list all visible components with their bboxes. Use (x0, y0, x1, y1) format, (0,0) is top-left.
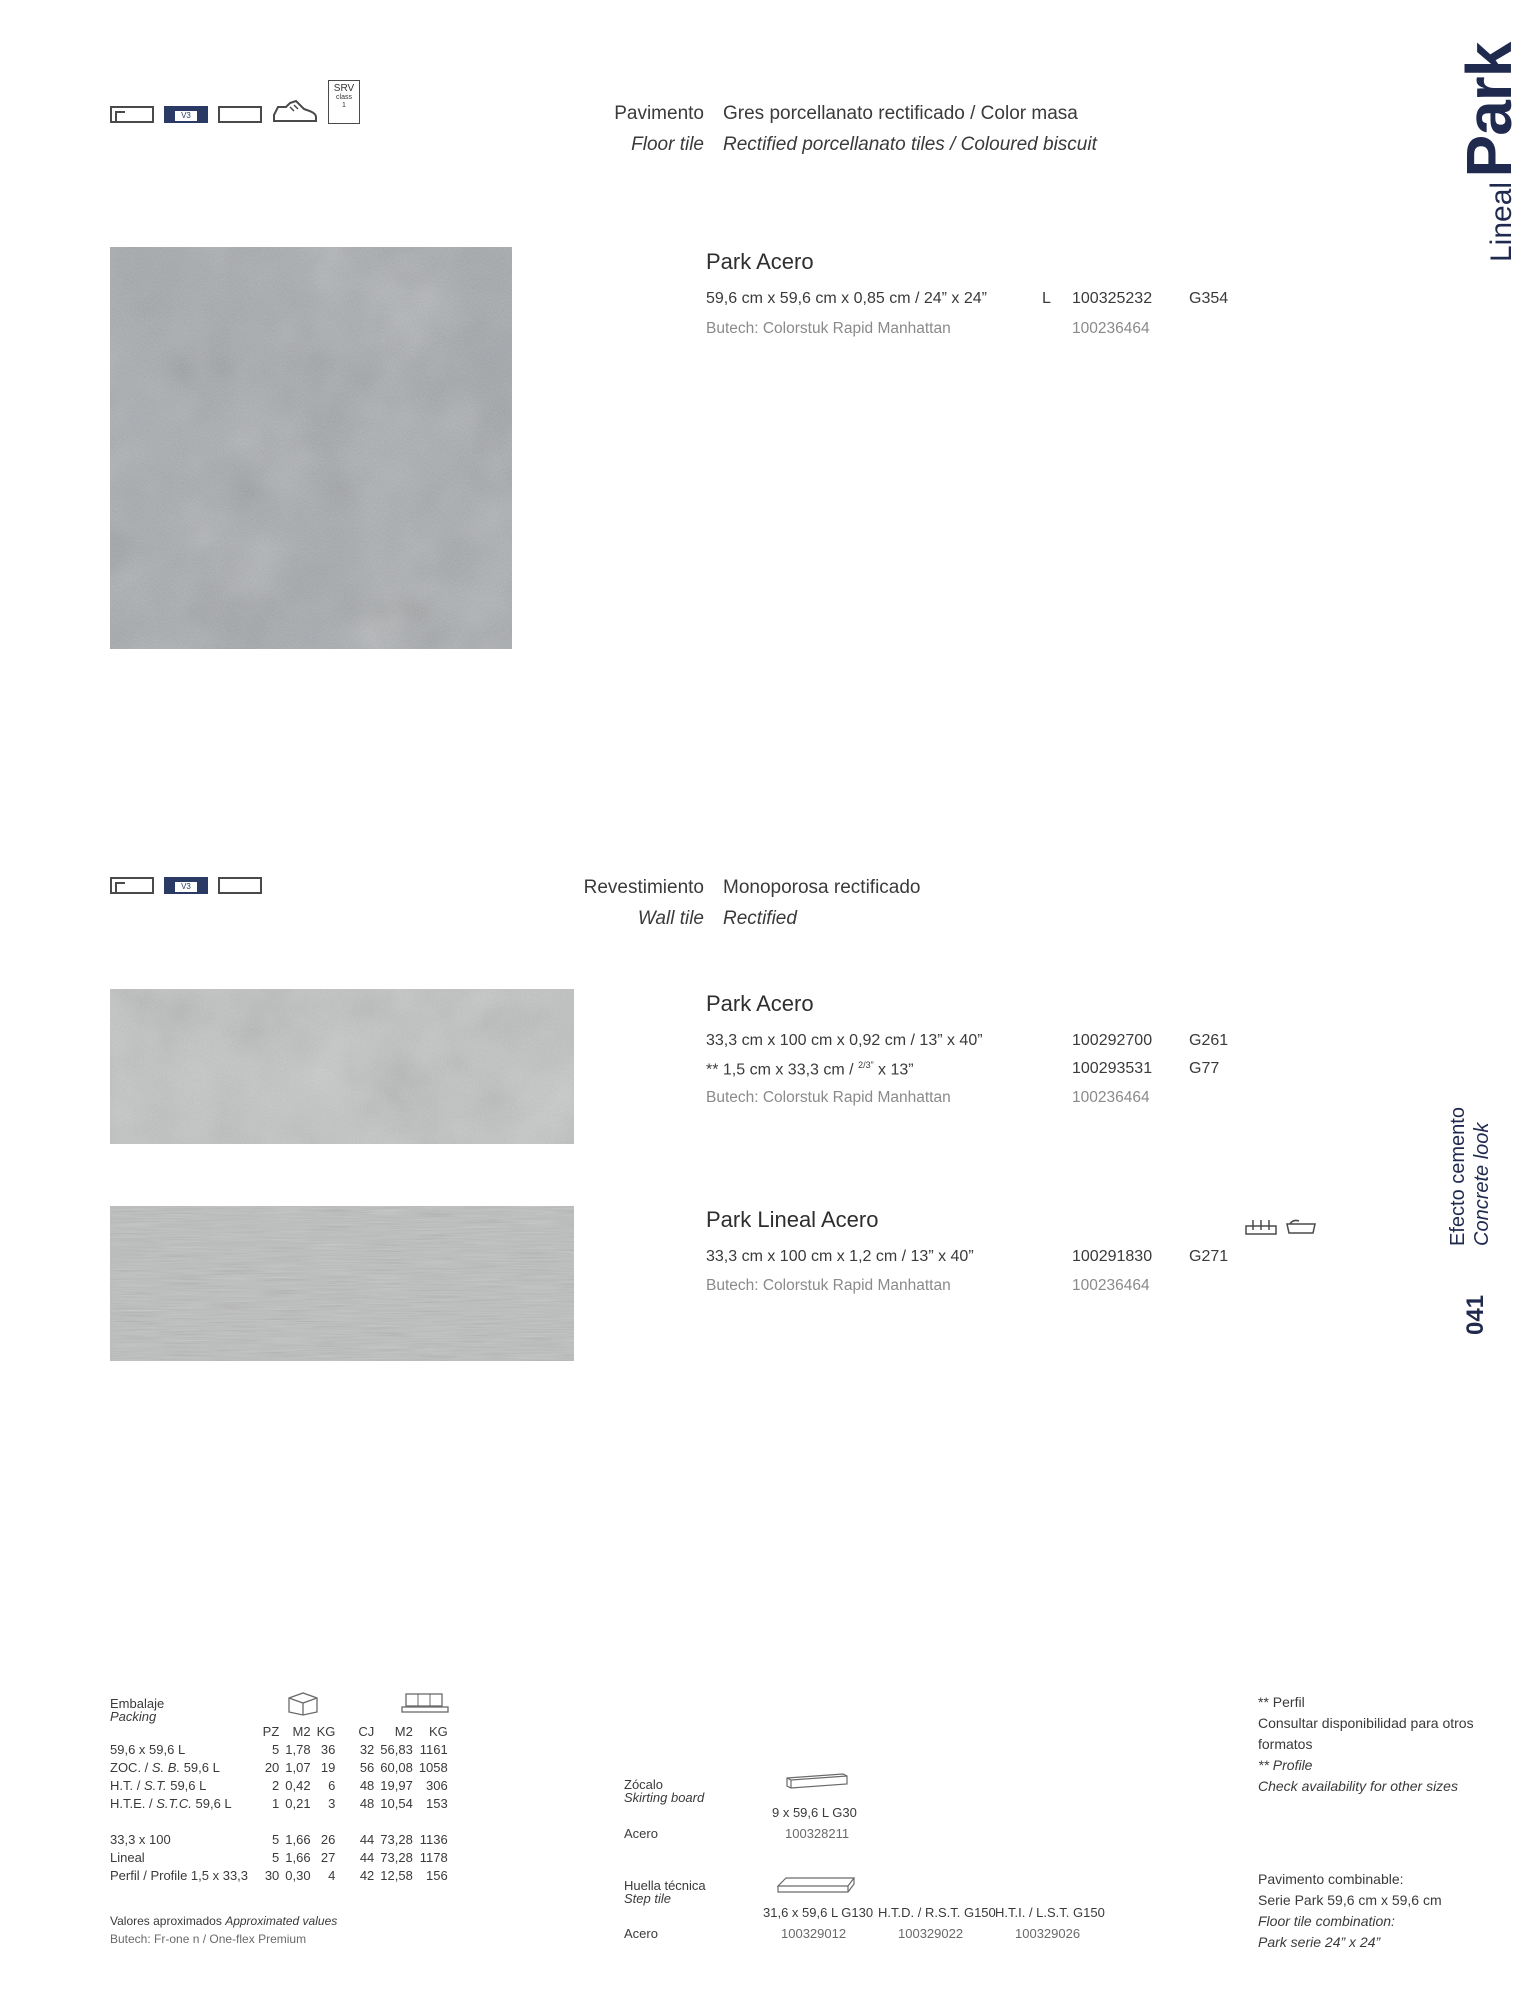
profile-text: Check availability for other sizes (1258, 1778, 1458, 1794)
floor-product-code: 100325232 (1072, 290, 1153, 307)
combinable-serie: Serie Park 59,6 cm x 59,6 cm (1258, 1892, 1442, 1908)
zocalo-title: Zócalo (624, 1777, 664, 1792)
pallet-icon (400, 1690, 450, 1716)
srv-line-1: SRV (333, 83, 355, 94)
floor-tile-image (110, 247, 512, 649)
category-label (1446, 1107, 1494, 1246)
zocalo-code: 100328211 (785, 1826, 850, 1841)
col-m2-pallet: M2 (394, 1723, 413, 1739)
cell: 56 (359, 1759, 375, 1775)
floor-product-name: Park Acero (706, 249, 814, 274)
col-kg: KG (316, 1723, 336, 1739)
wall-product-1-group: G261 (1189, 1032, 1229, 1049)
step-tile-icon (776, 1874, 856, 1896)
bathtub-icon (1285, 1218, 1317, 1236)
perfil-title: ** Perfil (1258, 1694, 1305, 1710)
cell: 1,66 (285, 1831, 311, 1847)
cell: 44 (359, 1849, 375, 1865)
row-label (107, 1758, 260, 1776)
cell: 73,28 (380, 1831, 413, 1847)
cell: 153 (426, 1795, 448, 1811)
wall-profile-size (706, 1060, 914, 1079)
wall-product-2-butech: Butech: Colorstuk Rapid Manhattan (706, 1277, 951, 1294)
row-label (107, 1794, 260, 1812)
srv-line-3: 1 (342, 102, 346, 109)
cell: 44 (359, 1831, 375, 1847)
srv-class-icon (328, 80, 360, 124)
cell: 0,21 (285, 1795, 311, 1811)
wall-product-1-butech-code: 100236464 (1072, 1089, 1150, 1106)
packing-title: Embalaje (110, 1696, 165, 1711)
edge-icon (110, 106, 154, 123)
packing-header-row (107, 1722, 451, 1740)
floor-product-group: G354 (1189, 290, 1229, 307)
combinable-title: Pavimento combinable: (1258, 1871, 1404, 1887)
cell: 4 (328, 1867, 336, 1883)
col-kg-pallet: KG (428, 1723, 448, 1739)
wall-product-2-code: 100291830 (1072, 1248, 1153, 1265)
col-m2: M2 (292, 1723, 311, 1739)
perfil-text: Consultar disponibilidad para otros formatos (1258, 1715, 1474, 1752)
cell: 30 (264, 1867, 280, 1883)
floor-label-es: Pavimento (614, 103, 704, 124)
cell: 56,83 (380, 1741, 413, 1757)
profile-title: ** Profile (1258, 1757, 1313, 1773)
huella-row-label: Acero (624, 1926, 658, 1941)
table-row (107, 1758, 451, 1776)
wall-product-2-butech-code: 100236464 (1072, 1277, 1150, 1294)
row-label: Perfil / Profile 1,5 x 33,3 (110, 1867, 249, 1883)
approx-en: Approximated values (225, 1914, 338, 1928)
wall-profile-code: 100293531 (1072, 1060, 1153, 1077)
floor-desc-en: Rectified porcellanato tiles / Coloured biscuit (723, 134, 1097, 155)
cell: 12,58 (380, 1867, 413, 1883)
floor-product-edge: L (1042, 290, 1051, 307)
table-row (107, 1740, 451, 1758)
cell: 19 (320, 1759, 336, 1775)
combination-serie: Park serie 24” x 24” (1258, 1934, 1381, 1950)
cell: 32 (359, 1741, 375, 1757)
floor-label-en: Floor tile (631, 134, 704, 155)
floor-product-size: 59,6 cm x 59,6 cm x 0,85 cm / 24” x 24” (706, 290, 987, 307)
table-row (107, 1866, 451, 1884)
cell: 1,07 (285, 1759, 311, 1775)
zocalo-size: 9 x 59,6 L G30 (772, 1805, 857, 1820)
wall-product-2-name: Park Lineal Acero (706, 1207, 879, 1232)
row-label: Lineal (110, 1849, 145, 1865)
table-row (107, 1794, 451, 1812)
cell: 1,78 (285, 1741, 311, 1757)
wall-product-1-name: Park Acero (706, 991, 814, 1016)
wall-v3-icon: V3 (164, 877, 208, 894)
cell: 42 (359, 1867, 375, 1883)
huella-title-en: Step tile (624, 1891, 671, 1906)
brand-lineal: Lineal (1485, 181, 1518, 262)
cell: 48 (359, 1777, 375, 1793)
cell: 2 (272, 1777, 280, 1793)
cell: 3 (328, 1795, 336, 1811)
zocalo-title-en: Skirting board (624, 1790, 705, 1805)
rectangle-icon (218, 106, 262, 123)
cell: 10,54 (380, 1795, 413, 1811)
row-label (107, 1776, 260, 1794)
packing-butech: Butech: Fr-one n / One-flex Premium (110, 1932, 307, 1946)
table-row (107, 1830, 451, 1848)
table-row (107, 1848, 451, 1866)
wall-product-1-size: 33,3 cm x 100 cm x 0,92 cm / 13” x 40” (706, 1032, 983, 1049)
wall-product-2-group: G271 (1189, 1248, 1229, 1265)
profile-note (1258, 1692, 1488, 1797)
category-en: Concrete look (1471, 1122, 1493, 1246)
shoe-icon (272, 97, 318, 125)
floor-butech: Butech: Colorstuk Rapid Manhattan (706, 320, 951, 337)
col-pz: PZ (262, 1723, 280, 1739)
cell: 0,30 (285, 1867, 311, 1883)
cell: 1136 (419, 1831, 448, 1847)
category-es: Efecto cemento (1447, 1107, 1469, 1246)
wall-label-en: Wall tile (637, 908, 704, 929)
wall-profile-group: G77 (1189, 1060, 1220, 1077)
wall-product-1-code: 100292700 (1072, 1032, 1153, 1049)
floor-butech-code: 100236464 (1072, 320, 1150, 337)
cell: 1,66 (285, 1849, 311, 1865)
box-icon (286, 1690, 320, 1716)
install-icon (1245, 1218, 1277, 1236)
srv-line-2: class (336, 94, 352, 101)
cell: 19,97 (380, 1777, 413, 1793)
cell: 36 (320, 1741, 336, 1757)
combination-title: Floor tile combination: (1258, 1913, 1395, 1929)
label-part: H.T. / (110, 1777, 144, 1793)
label-italic: S.T.C. (156, 1795, 192, 1811)
label-tail: 59,6 L (166, 1777, 207, 1793)
profile-size-main: ** 1,5 cm x 33,3 cm / (706, 1061, 859, 1079)
huella-code-2: 100329022 (898, 1926, 964, 1941)
huella-col-1: 31,6 x 59,6 L G130 (763, 1905, 874, 1920)
cell: 5 (272, 1741, 280, 1757)
packing-title-en: Packing (110, 1709, 157, 1724)
v3-icon: V3 (164, 106, 208, 123)
cell: 73,28 (380, 1849, 413, 1865)
label-tail: 59,6 L (191, 1795, 232, 1811)
cell: 0,42 (285, 1777, 311, 1793)
cell: 20 (264, 1759, 280, 1775)
wall-desc-es: Monoporosa rectificado (723, 877, 921, 898)
cell: 48 (359, 1795, 375, 1811)
approx-values (110, 1914, 337, 1928)
profile-size-sup: 2/3” (858, 1060, 874, 1070)
floor-desc-es: Gres porcellanato rectificado / Color masa (723, 103, 1078, 124)
packing-table (107, 1722, 451, 1884)
cell: 26 (320, 1831, 336, 1847)
page-number: 041 (1462, 1294, 1489, 1335)
cell: 5 (272, 1849, 280, 1865)
zocalo-row-label: Acero (624, 1826, 658, 1841)
cell: 27 (320, 1849, 336, 1865)
col-cj: CJ (358, 1723, 375, 1739)
wall-lineal-tile-image (110, 1206, 574, 1361)
brand-title (1452, 43, 1526, 262)
combination-note (1258, 1869, 1498, 1953)
wall-edge-icon (110, 877, 154, 894)
wall-desc-en: Rectified (723, 908, 797, 929)
label-part: ZOC. / (110, 1759, 152, 1775)
wall-label-es: Revestimiento (583, 877, 704, 898)
wall-product-2-size: 33,3 cm x 100 cm x 1,2 cm / 13” x 40” (706, 1248, 974, 1265)
huella-col-3: H.T.I. / L.S.T. G150 (995, 1905, 1105, 1920)
label-italic: S. B. (151, 1759, 181, 1775)
wall-tile-image (110, 989, 574, 1144)
wall-product-1-butech: Butech: Colorstuk Rapid Manhattan (706, 1089, 951, 1106)
label-italic: S.T. (143, 1777, 167, 1793)
cell: 306 (426, 1777, 448, 1793)
wall-rectangle-icon (218, 877, 262, 894)
cell: 1178 (419, 1849, 448, 1865)
approx-es: Valores aproximados (110, 1914, 222, 1928)
huella-code-1: 100329012 (781, 1926, 847, 1941)
brand-park: Park (1453, 42, 1525, 178)
huella-col-2: H.T.D. / R.S.T. G150 (878, 1905, 996, 1920)
table-row (107, 1776, 451, 1794)
huella-code-3: 100329026 (1015, 1926, 1081, 1941)
skirting-board-icon (785, 1770, 849, 1790)
row-label: 33,3 x 100 (110, 1831, 171, 1847)
cell: 60,08 (380, 1759, 413, 1775)
cell: 156 (426, 1867, 448, 1883)
profile-size-tail: x 13” (873, 1061, 914, 1079)
cell: 5 (272, 1831, 280, 1847)
cell: 1058 (418, 1759, 448, 1775)
huella-title: Huella técnica (624, 1878, 706, 1893)
row-label: 59,6 x 59,6 L (110, 1741, 186, 1757)
cell: 6 (328, 1777, 336, 1793)
label-part: H.T.E. / (110, 1795, 157, 1811)
cell: 1161 (419, 1741, 448, 1757)
cell: 1 (272, 1795, 280, 1811)
label-tail: 59,6 L (180, 1759, 220, 1775)
